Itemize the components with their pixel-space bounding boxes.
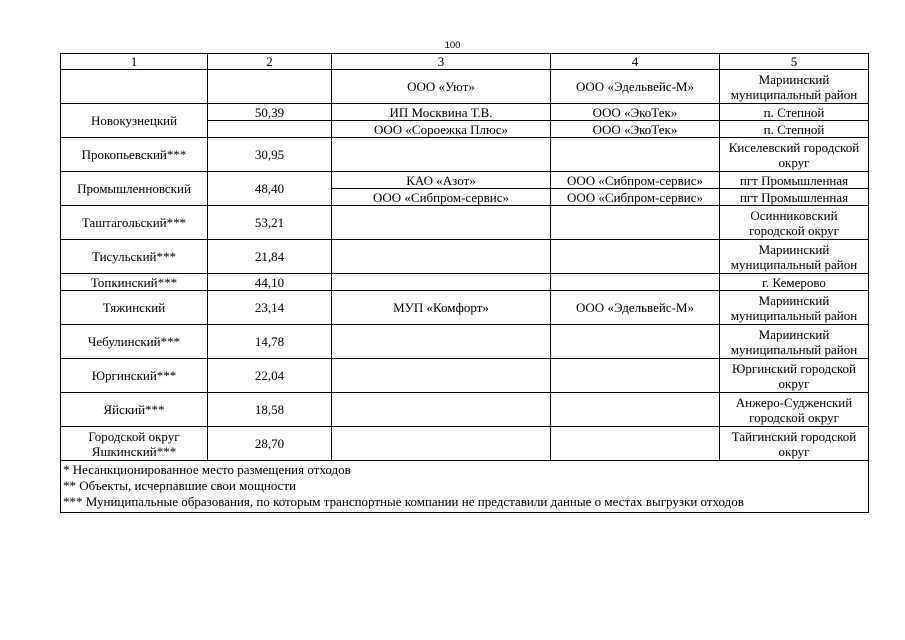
municipality-cell: Тисульский*** bbox=[61, 240, 208, 274]
footnote-2: ** Объекты, исчерпавшие свои мощности bbox=[63, 478, 297, 493]
destination-cell: Мариинский муниципальный район bbox=[720, 325, 869, 359]
carrier-cell bbox=[332, 393, 551, 427]
destination-cell: Анжеро-Судженский городской округ bbox=[720, 393, 869, 427]
destination-cell: г. Кемерово bbox=[720, 274, 869, 291]
transport-cell bbox=[551, 138, 720, 172]
column-number-2: 2 bbox=[208, 54, 332, 70]
carrier-cell: ООО «Сороежка Плюс» bbox=[332, 121, 551, 138]
carrier-cell: ООО «Уют» bbox=[332, 70, 551, 104]
destination-cell: пгт Промышленная bbox=[720, 189, 869, 206]
municipality-cell: Чебулинский*** bbox=[61, 325, 208, 359]
carrier-cell: МУП «Комфорт» bbox=[332, 291, 551, 325]
carrier-cell bbox=[332, 427, 551, 461]
footnote-1: * Несанкционированное место размещения отходов bbox=[63, 462, 351, 477]
table-row bbox=[61, 138, 869, 172]
value-cell: 22,04 bbox=[208, 359, 332, 393]
carrier-cell bbox=[332, 274, 551, 291]
destination-cell: п. Степной bbox=[720, 104, 869, 121]
value-cell: 30,95 bbox=[208, 138, 332, 172]
transport-cell: ООО «Сибпром-сервис» bbox=[551, 189, 720, 206]
table-row bbox=[61, 274, 869, 291]
destination-cell: Мариинский муниципальный район bbox=[720, 291, 869, 325]
transport-cell: ООО «Сибпром-сервис» bbox=[551, 172, 720, 189]
column-number-4: 4 bbox=[551, 54, 720, 70]
municipality-cell: Городской округ Яшкинский*** bbox=[61, 427, 208, 461]
carrier-cell bbox=[332, 359, 551, 393]
table-row bbox=[61, 172, 869, 189]
carrier-cell: ООО «Сибпром-сервис» bbox=[332, 189, 551, 206]
transport-cell: ООО «Эдельвейс-М» bbox=[551, 70, 720, 104]
value-cell: 50,39 bbox=[208, 104, 332, 121]
table-row bbox=[61, 427, 869, 461]
table-row bbox=[61, 70, 869, 104]
table-row bbox=[61, 325, 869, 359]
transport-cell bbox=[551, 274, 720, 291]
transport-cell bbox=[551, 427, 720, 461]
value-cell: 44,10 bbox=[208, 274, 332, 291]
municipality-cell: Прокопьевский*** bbox=[61, 138, 208, 172]
table-row bbox=[61, 291, 869, 325]
footnote-row bbox=[61, 461, 869, 513]
column-number-5: 5 bbox=[720, 54, 869, 70]
municipality-cell: Тяжинский bbox=[61, 291, 208, 325]
value-cell: 48,40 bbox=[208, 172, 332, 206]
value-cell: 14,78 bbox=[208, 325, 332, 359]
value-cell: 53,21 bbox=[208, 206, 332, 240]
value-cell bbox=[208, 121, 332, 138]
transport-cell bbox=[551, 325, 720, 359]
table-row bbox=[61, 240, 869, 274]
transport-cell bbox=[551, 206, 720, 240]
column-number-1: 1 bbox=[61, 54, 208, 70]
carrier-cell bbox=[332, 240, 551, 274]
column-number-3: 3 bbox=[332, 54, 551, 70]
carrier-cell bbox=[332, 325, 551, 359]
transport-cell bbox=[551, 359, 720, 393]
footnotes bbox=[61, 461, 869, 513]
municipality-cell: Промышленновский bbox=[61, 172, 208, 206]
value-cell: 21,84 bbox=[208, 240, 332, 274]
municipality-cell: Топкинский*** bbox=[61, 274, 208, 291]
destination-cell: Киселевский городской округ bbox=[720, 138, 869, 172]
carrier-cell bbox=[332, 206, 551, 240]
destination-cell: Юргинский городской округ bbox=[720, 359, 869, 393]
value-cell: 23,14 bbox=[208, 291, 332, 325]
municipality-cell: Новокузнецкий bbox=[61, 104, 208, 138]
transport-cell bbox=[551, 393, 720, 427]
table-row bbox=[61, 393, 869, 427]
transport-cell bbox=[551, 240, 720, 274]
municipality-cell: Яйский*** bbox=[61, 393, 208, 427]
destination-cell: пгт Промышленная bbox=[720, 172, 869, 189]
transport-cell: ООО «Эдельвейс-М» bbox=[551, 291, 720, 325]
header-row bbox=[61, 54, 869, 70]
carrier-cell bbox=[332, 138, 551, 172]
destination-cell: Осинниковский городской округ bbox=[720, 206, 869, 240]
table-row bbox=[61, 104, 869, 121]
municipality-cell bbox=[61, 70, 208, 104]
table-row bbox=[61, 359, 869, 393]
value-cell bbox=[208, 70, 332, 104]
waste-table bbox=[60, 53, 869, 513]
table-row bbox=[61, 206, 869, 240]
destination-cell: Мариинский муниципальный район bbox=[720, 70, 869, 104]
destination-cell: Мариинский муниципальный район bbox=[720, 240, 869, 274]
footnote-3: *** Муниципальные образования, по которым транспортные компании не представили данные о местах выгрузки отходов bbox=[63, 494, 744, 509]
municipality-cell: Юргинский*** bbox=[61, 359, 208, 393]
carrier-cell: КАО «Азот» bbox=[332, 172, 551, 189]
value-cell: 18,58 bbox=[208, 393, 332, 427]
transport-cell: ООО «ЭкоТек» bbox=[551, 121, 720, 138]
destination-cell: Тайгинский городской округ bbox=[720, 427, 869, 461]
value-cell: 28,70 bbox=[208, 427, 332, 461]
carrier-cell: ИП Москвина Т.В. bbox=[332, 104, 551, 121]
page-number: 100 bbox=[444, 40, 461, 51]
destination-cell: п. Степной bbox=[720, 121, 869, 138]
municipality-cell: Таштагольский*** bbox=[61, 206, 208, 240]
transport-cell: ООО «ЭкоТек» bbox=[551, 104, 720, 121]
